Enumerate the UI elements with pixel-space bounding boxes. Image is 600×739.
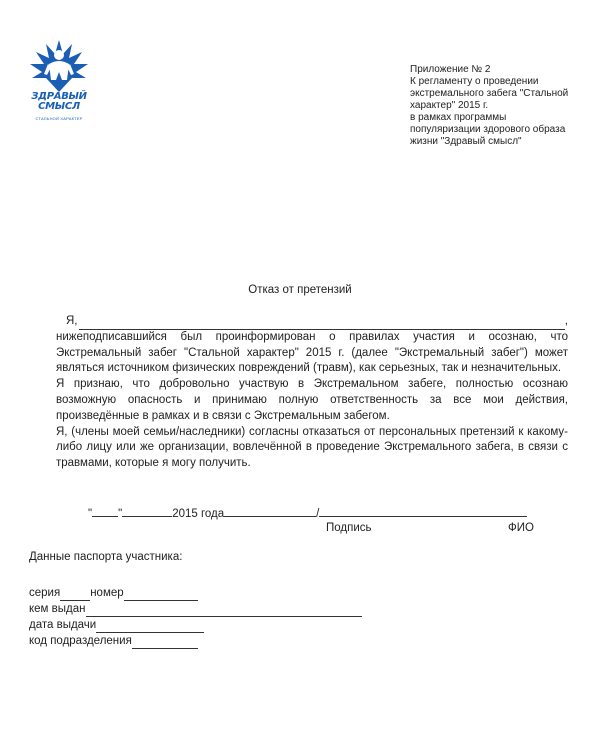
passport-fields: [29, 585, 362, 649]
division-code-field[interactable]: [132, 636, 198, 649]
signature-labels: [0, 522, 600, 536]
appendix-line: характер" 2015 г.: [410, 100, 489, 111]
number-field[interactable]: [124, 588, 198, 601]
quote-close: ": [118, 508, 123, 520]
appendix-line: Приложение № 2: [410, 64, 491, 75]
runner-emblem-icon: [22, 38, 96, 94]
appendix-line: жизни "Здравый смысл": [410, 136, 522, 147]
waiver-body: [56, 314, 568, 472]
year-text: 2015 года: [172, 508, 225, 520]
paragraph-risk-info: нижеподписавшийся был проинформирован о правилах участия и осознаю, что Экстремальный забег "Стальной характер" 2015 г. (далее "Экстремальный забег") может являться источником физических повреждений (травм), как серьезных, так и незначительных.: [56, 330, 568, 375]
signature-field[interactable]: [224, 504, 316, 517]
day-field[interactable]: [92, 504, 118, 517]
paragraph-voluntary: Я признаю, что добровольно участвую в Экстремальном забеге, полностью осознаю возможную опасность и принимаю полную ответственность за все мои действия, произведённые в рамках и в связи с Экстремальным забегом.: [56, 378, 568, 422]
logo-wordmark-line1: ЗДРАВЫЙ: [31, 91, 87, 102]
appendix-line: экстремального забега "Стальной: [410, 88, 569, 99]
appendix-line: популяризации здорового образа: [410, 124, 566, 135]
participant-name-line: [66, 314, 568, 330]
intro-pronoun: Я,: [66, 315, 78, 327]
participant-name-field[interactable]: [79, 317, 565, 330]
slash: /: [316, 508, 320, 520]
issued-by-field[interactable]: [86, 604, 362, 617]
series-field[interactable]: [60, 588, 90, 601]
month-field[interactable]: [122, 504, 172, 517]
trailing-comma: ,: [564, 315, 568, 327]
series-label: серия: [29, 587, 61, 599]
issued-by-label: кем выдан: [29, 603, 86, 615]
division-code-label: код подразделения: [29, 635, 132, 647]
logo-wordmark-line2: СМЫСЛ: [38, 101, 80, 112]
full-name-label: ФИО: [508, 522, 534, 534]
logo-tagline: СТАЛЬНОЙ ХАРАКТЕР: [35, 116, 83, 121]
appendix-line: в рамках программы: [410, 112, 507, 123]
quote-open: ": [88, 508, 93, 520]
paragraph-claims-waiver: Я, (члены моей семьи/наследники) согласны отказаться от персональных претензий к какому-либо лицу или же организации, вовлечённой в проведение Экстремального забега, в связи с травмами, которые я могу получить.: [56, 425, 568, 470]
passport-issued-by-row: [29, 601, 362, 617]
passport-series-number-row: [29, 585, 362, 601]
passport-division-code-row: [29, 633, 362, 649]
appendix-line: К регламенту о проведении: [410, 76, 539, 87]
passport-section-title: Данные паспорта участника:: [29, 551, 183, 563]
signature-label: Подпись: [326, 522, 372, 534]
number-label: номер: [90, 587, 124, 599]
date-signature-row: [88, 504, 548, 522]
organization-logo: [22, 38, 96, 128]
full-name-field[interactable]: [319, 504, 527, 517]
passport-issue-date-row: [29, 617, 362, 633]
issue-date-field[interactable]: [96, 620, 204, 633]
logo-wordmark: [22, 92, 96, 112]
appendix-note: [410, 64, 590, 148]
document-title: Отказ от претензий: [248, 284, 352, 296]
issue-date-label: дата выдачи: [29, 619, 97, 631]
